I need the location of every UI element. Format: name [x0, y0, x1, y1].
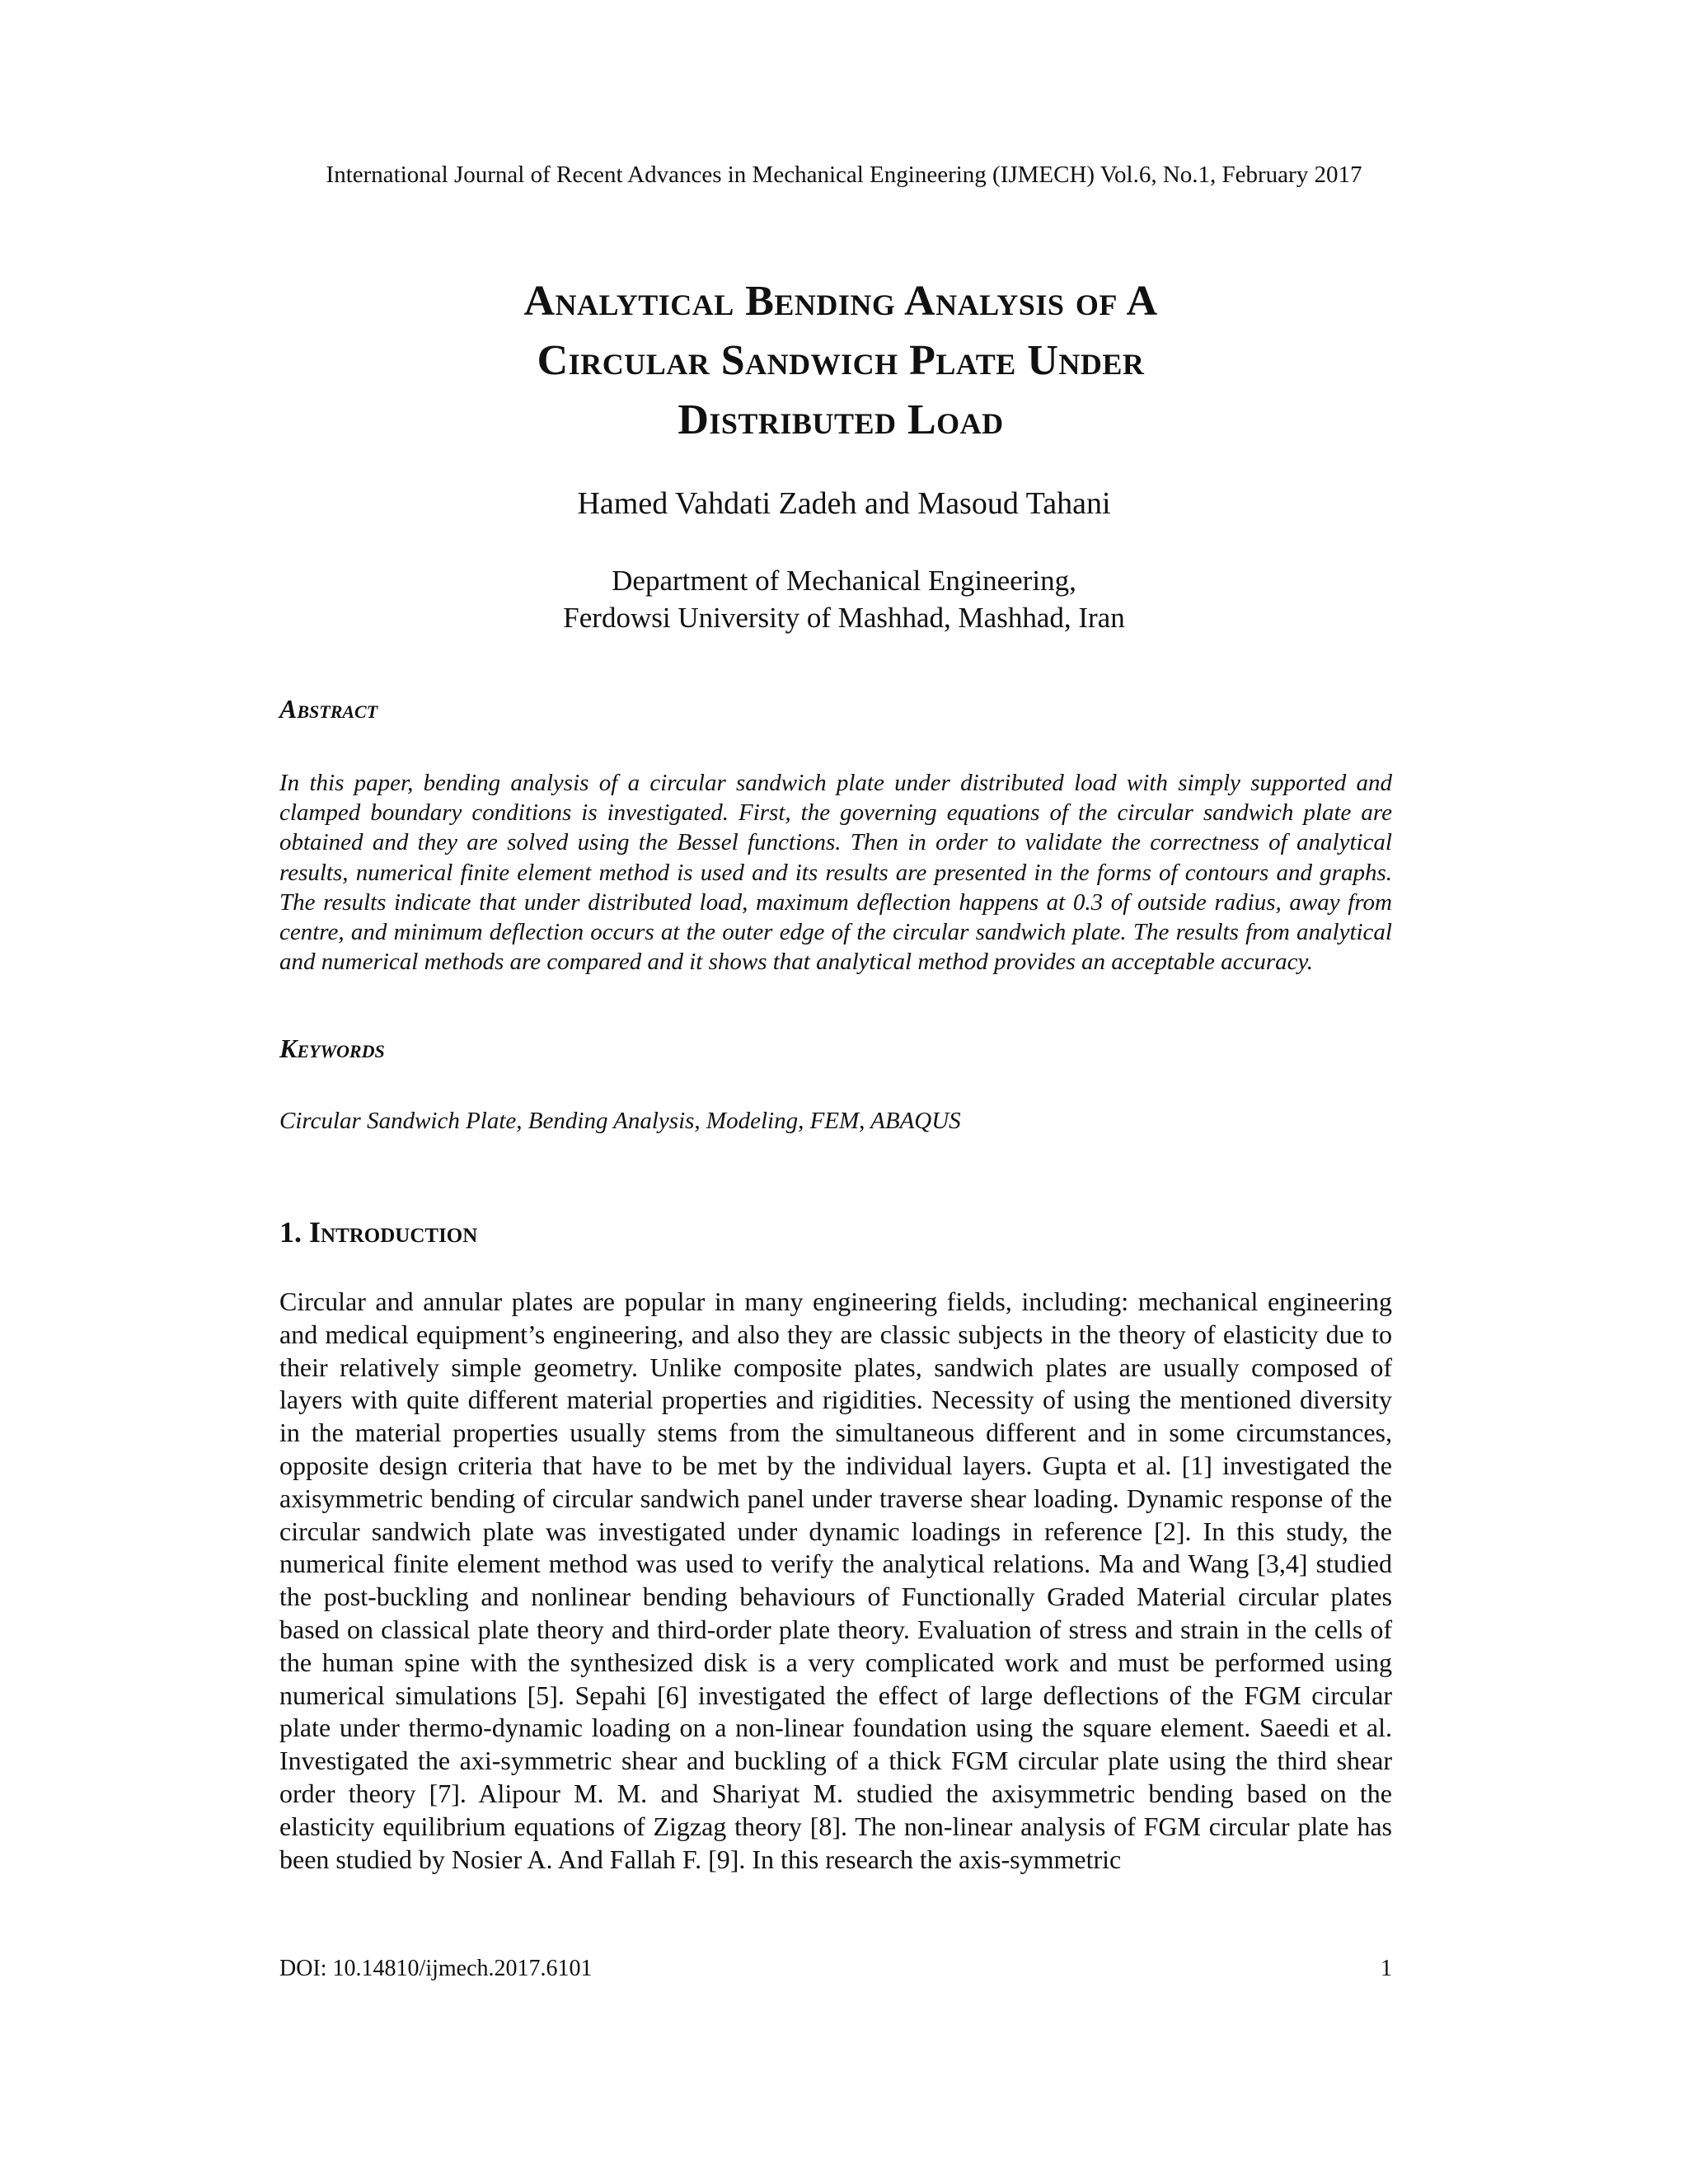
affiliation: [0, 562, 1688, 636]
introduction-text: Circular and annular plates are popular in many engineering fields, including: mechanical engineering and medical equipment’s engineering, and also they are classic subjects in the theory of elasticity due to their relatively simple geometry. Unlike composite plates, sandwich plates are usually composed of layers with quite different material properties and rigidities. Necessity of using the mentioned diversity in the material properties usually stems from the simultaneous different and in some circumstances, opposite design criteria that have to be met by the individual layers. Gupta et al. [1] investigated the axisymmetric bending of circular sandwich panel under traverse shear loading. Dynamic response of the circular sandwich plate was investigated under dynamic loadings in reference [2]. In this study, the numerical finite element method was used to verify the analytical relations. Ma and Wang [3,4] studied the post-buckling and nonlinear bending behaviours of Functionally Graded Material circular plates based on classical plate theory and third-order plate theory. Evaluation of stress and strain in the cells of the human spine with the synthesized disk is a very complicated work and must be performed using numerical simulations [5]. Sepahi [6] investigated the effect of large deflections of the FGM circular plate under thermo-dynamic loading on a non-linear foundation using the square element. Saeedi et al. Investigated the axi-symmetric shear and buckling of a thick FGM circular plate using the third shear order theory [7]. Alipour M. M. and Shariyat M. studied the axisymmetric bending based on the elasticity equilibrium equations of Zigzag theory [8]. The non-linear analysis of FGM circular plate has been studied by Nosier A. And Fallah F. [9]. In this research the axis-symmetric: [279, 1286, 1392, 1874]
footer-doi: DOI: 10.14810/ijmech.2017.6101: [279, 1956, 593, 1981]
introduction-heading: 1. Introduction: [279, 1216, 478, 1249]
keywords-text: Circular Sandwich Plate, Bending Analysis, Modeling, FEM, ABAQUS: [279, 1108, 961, 1134]
title-line: Distributed Load: [678, 396, 1004, 443]
title-line: Circular Sandwich Plate Under: [537, 337, 1145, 384]
running-header: International Journal of Recent Advances in Mechanical Engineering (IJMECH) Vol.6, No.1, February 2017: [326, 162, 1362, 188]
page-number: 1: [1381, 1956, 1392, 1981]
keywords-heading: Keywords: [279, 1033, 385, 1063]
authors: Hamed Vahdati Zadeh and Masoud Tahani: [577, 486, 1111, 521]
affiliation-university: Ferdowsi University of Mashhad, Mashhad, Iran: [563, 602, 1125, 634]
abstract-heading: Abstract: [279, 694, 378, 724]
paper-title: [247, 272, 1434, 450]
abstract-text: In this paper, bending analysis of a circular sandwich plate under distributed load with simply supported and clamped boundary conditions is investigated. First, the governing equations of the circular sandwich plate are obtained and they are solved using the Bessel functions. Then in order to validate the correctness of analytical results, numerical finite element method is used and its results are presented in the forms of contours and graphs. The results indicate that under distributed load, maximum deflection happens at 0.3 of outside radius, away from centre, and minimum deflection occurs at the outer edge of the circular sandwich plate. The results from analytical and numerical methods are compared and it shows that analytical method provides an acceptable accuracy.: [279, 770, 1392, 976]
title-line: Analytical Bending Analysis of A: [523, 278, 1158, 325]
affiliation-department: Department of Mechanical Engineering,: [612, 565, 1076, 597]
